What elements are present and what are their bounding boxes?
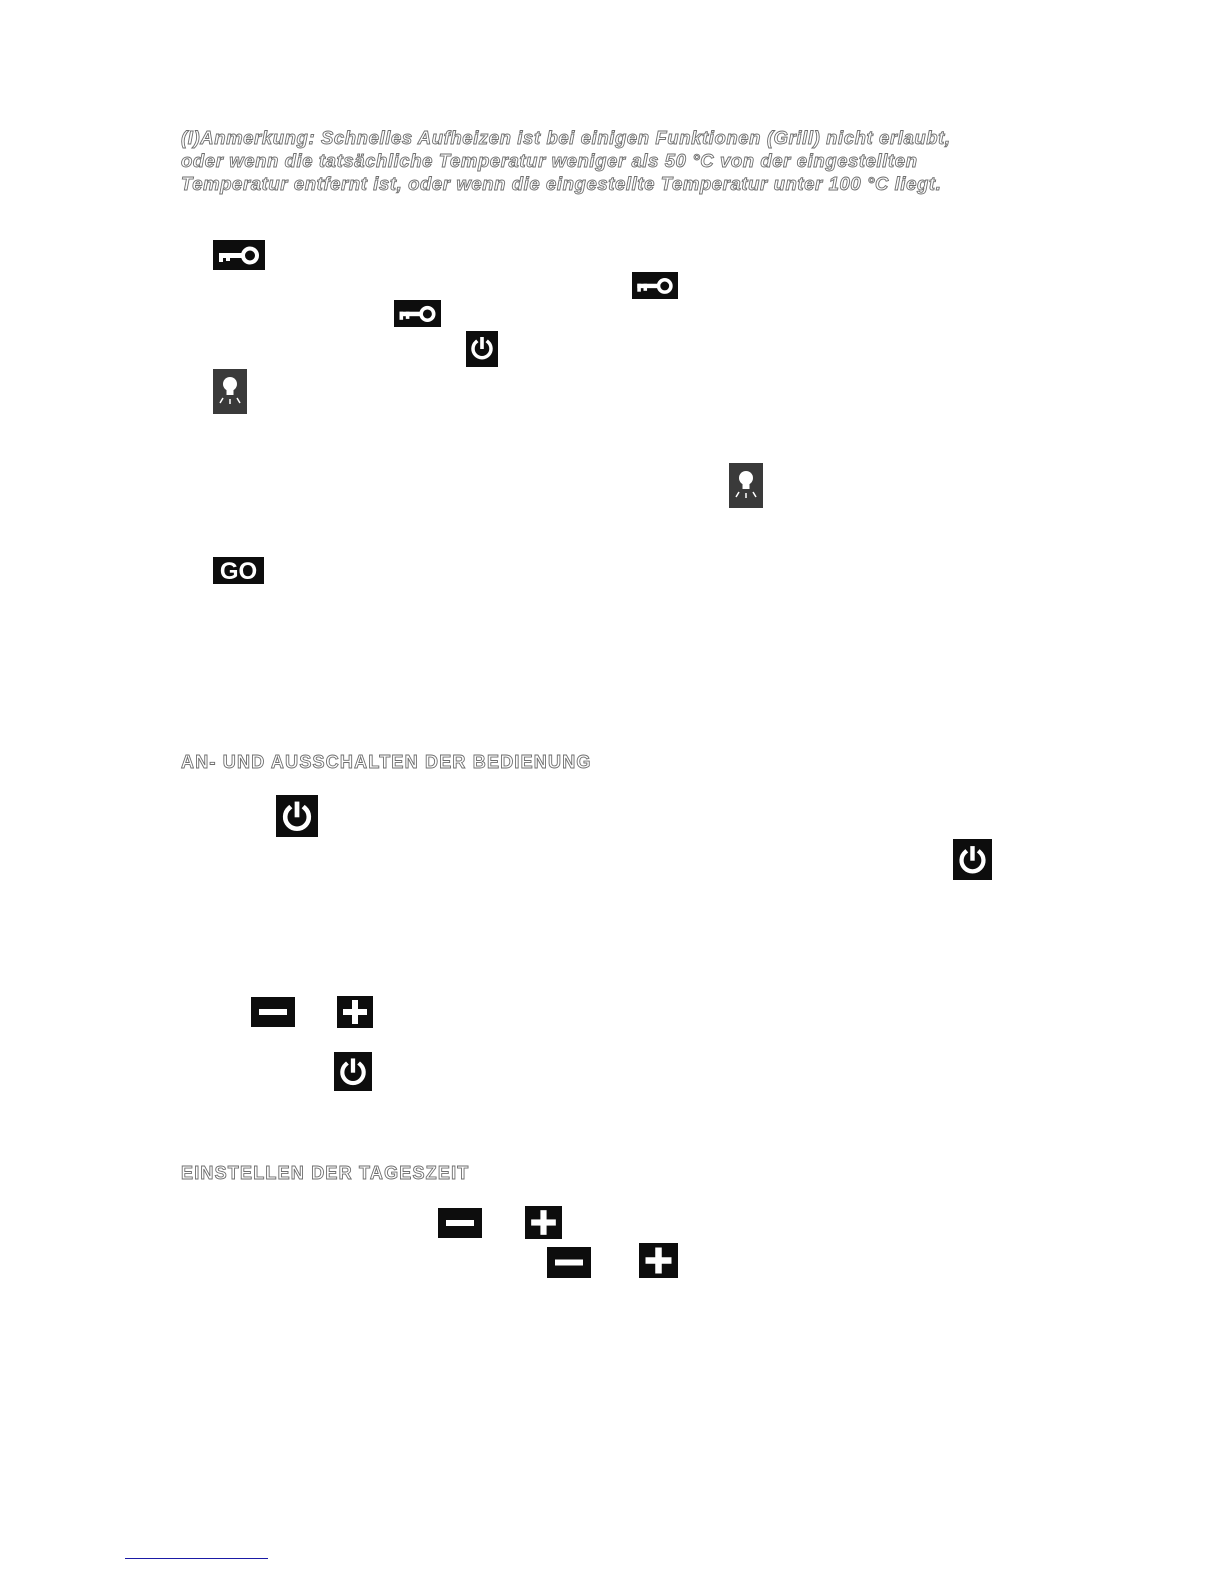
note-line-2: oder wenn die tatsächliche Temperatur weniger als 50 °C von der eingestellten xyxy=(181,150,918,171)
plus-icon xyxy=(337,996,373,1028)
go-icon xyxy=(213,557,264,584)
minus-icon xyxy=(438,1208,482,1238)
minus-icon xyxy=(251,997,295,1027)
note-line-3: Temperatur entfernt ist, oder wenn die eingestellte Temperatur unter 100 °C liegt. xyxy=(181,173,942,194)
power-icon xyxy=(334,1052,372,1091)
footnote-separator xyxy=(125,1558,268,1559)
light-bulb-icon xyxy=(729,463,763,508)
power-icon xyxy=(276,795,318,837)
key-icon xyxy=(632,272,678,299)
key-icon xyxy=(394,300,441,327)
power-icon xyxy=(466,331,498,367)
note-line-1: (I)Anmerkung: Schnelles Aufheizen ist bei einigen Funktionen (Grill) nicht erlaubt, xyxy=(181,127,951,148)
plus-icon xyxy=(639,1243,678,1278)
minus-icon xyxy=(547,1247,591,1278)
go-icon-label: GO xyxy=(219,558,258,584)
plus-icon xyxy=(525,1206,562,1239)
light-bulb-icon xyxy=(213,369,247,414)
section-heading-power: AN- UND AUSSCHALTEN DER BEDIENUNG xyxy=(181,752,592,772)
section-heading-time: EINSTELLEN DER TAGESZEIT xyxy=(181,1163,470,1183)
power-icon xyxy=(953,839,992,880)
key-icon xyxy=(213,240,265,270)
note-block xyxy=(181,126,1061,195)
